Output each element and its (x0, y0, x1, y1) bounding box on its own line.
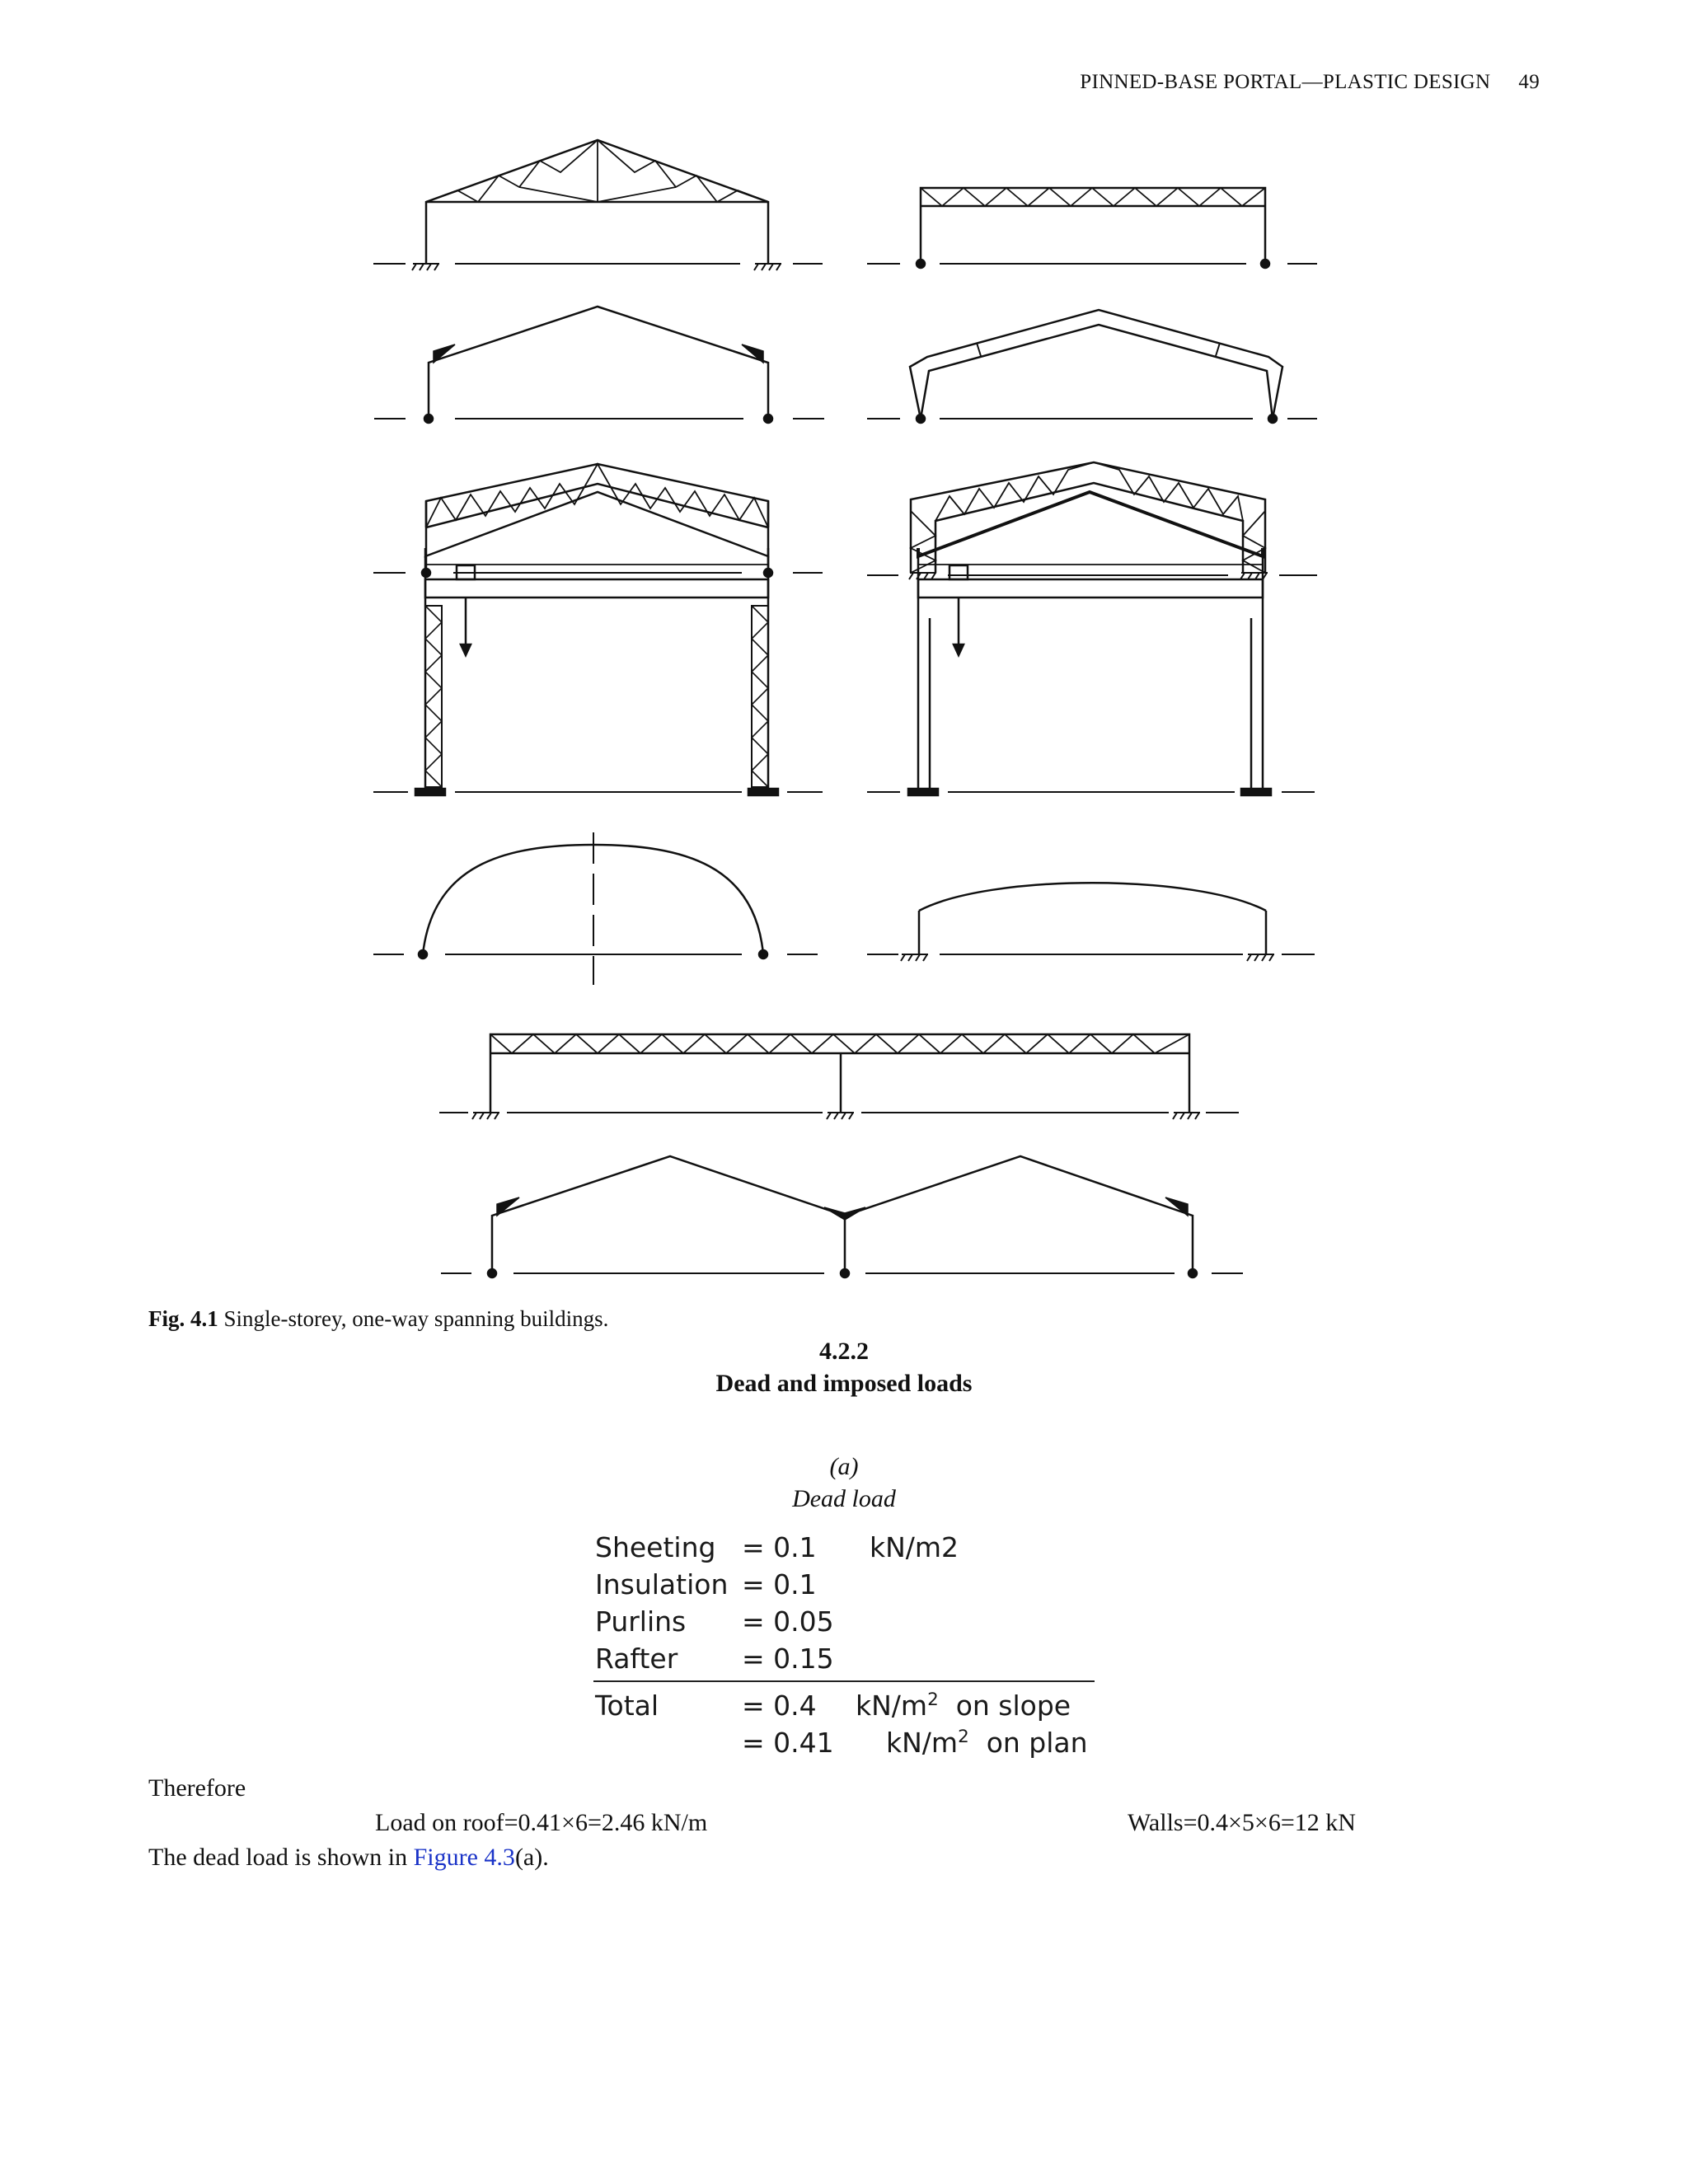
frame-lattice-pitched (373, 464, 823, 577)
shown-suffix: (a). (514, 1844, 549, 1871)
frame-arched-roof (867, 883, 1315, 961)
frame-two-bay-portal (441, 1156, 1243, 1277)
shown-prefix: The dead load is shown in (148, 1844, 414, 1871)
paragraph-therefore: Therefore (148, 1774, 246, 1802)
frame-pitched-truss (373, 140, 823, 270)
total-slope-value: = 0.4 (742, 1690, 817, 1722)
page-number: 49 (1518, 71, 1540, 93)
load-total-plan (593, 1724, 1096, 1761)
total-plan-unit: $kN/m^2$ on plan (886, 1727, 1088, 1759)
load-row (593, 1529, 1096, 1566)
load-name: Purlins (595, 1605, 687, 1638)
section-number: 4.2.2 (819, 1338, 869, 1365)
frame-lattice-portal (867, 462, 1317, 579)
load-row (593, 1566, 1096, 1603)
figure-caption (148, 1306, 608, 1332)
dead-load-table (593, 1529, 1096, 1759)
load-name: Insulation (595, 1568, 729, 1601)
running-header-title: PINNED-BASE PORTAL—PLASTIC DESIGN (1080, 71, 1491, 93)
figure-4-3-link[interactable]: Figure 4.3 (413, 1844, 515, 1871)
frame-two-bay-truss (439, 1034, 1239, 1119)
total-plan-value: = 0.41 (742, 1727, 834, 1759)
load-name: Sheeting (595, 1531, 716, 1563)
load-total (593, 1687, 1096, 1761)
load-value: = 0.05 (742, 1605, 834, 1638)
load-total-slope (593, 1687, 1096, 1724)
figure-label: Fig. 4.1 (148, 1306, 218, 1331)
running-header (1080, 71, 1540, 94)
total-slope-unit: $kN/m^2$ on slope (856, 1690, 1071, 1722)
frame-flat-truss (867, 188, 1317, 268)
load-unit: kN/m2 (870, 1531, 959, 1563)
figure-caption-text: Single-storey, one-way spanning buildings. (223, 1306, 609, 1331)
equation-walls: Walls=0.4×5×6=12 kN (1128, 1809, 1356, 1836)
total-label: Total (595, 1690, 659, 1722)
load-value: = 0.15 (742, 1643, 834, 1675)
paragraph-dead-load-shown (148, 1844, 549, 1872)
subsection-label: (a) (829, 1453, 859, 1480)
frame-tapered-portal (867, 310, 1317, 423)
section-title: Dead and imposed loads (715, 1370, 973, 1397)
equation-roof-load: Load on roof=0.41×6=2.46 kN/m (375, 1809, 708, 1836)
load-value: = 0.1 (742, 1568, 817, 1601)
total-rule (593, 1680, 1095, 1682)
load-value: = 0.1 (742, 1531, 817, 1563)
subsection-title: Dead load (792, 1485, 896, 1512)
frame-arch-pinned (373, 832, 818, 985)
load-name: Rafter (595, 1643, 678, 1675)
load-row (593, 1603, 1096, 1640)
frame-crane-lattice-columns (373, 492, 823, 795)
load-row (593, 1640, 1096, 1677)
figure-4-1-drawings (363, 124, 1335, 1286)
frame-haunched-portal (374, 307, 824, 423)
